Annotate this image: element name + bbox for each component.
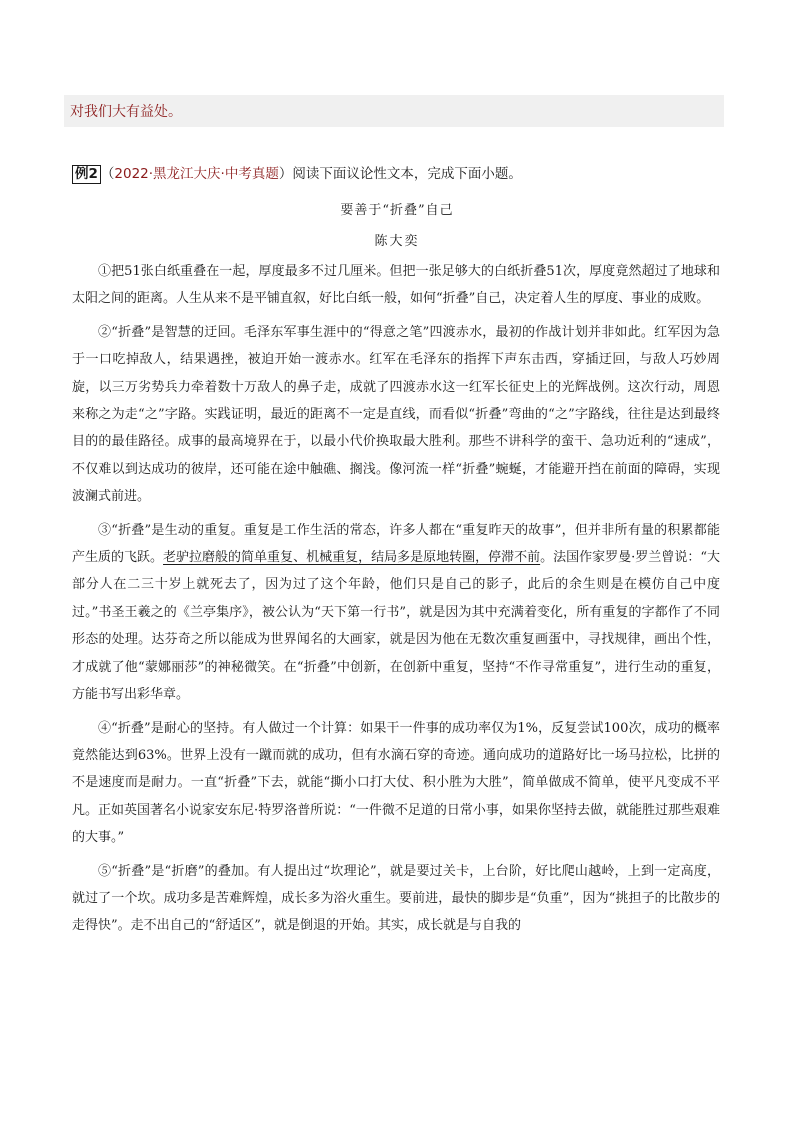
example-heading <box>72 164 732 184</box>
previous-section-banner <box>64 95 724 127</box>
paragraph-3-rest: 。法国作家罗曼·罗兰曾说：“大部分人在二三十岁上就死去了，因为过了这个年龄，他们只是自己的影子，此后的余生则是在模仿自己中度过。”书圣王羲之的《兰亭集序》，被公认为“天下第一行书”，就是因为其中充满着变化，所有重复的字都作了不同形态的处理。达芬奇之所以能成为世界闻名的大画家，就是因为他在无数次重复画蛋中，寻找规律，画出个性，才成就了他“蒙娜丽莎”的神秘微笑。在“折叠”中创新，在创新中重复，坚持“不作寻常重复”，进行生动的重复，方能书写出彩华章。 <box>72 550 720 703</box>
example-instruction: ）阅读下面议论性文本，完成下面小题。 <box>278 166 522 182</box>
example-source: 2022·黑龙江大庆·中考真题 <box>114 166 279 182</box>
paragraph-4: ④“折叠”是耐心的坚持。有人做过一个计算：如果干一件事的成功率仅为1%，反复尝试100次，成功的概率竟然能达到63%。世界上没有一蹴而就的成功，但有水滴石穿的奇迹。通向成功的道路好比一场马拉松，比拼的不是速度而是耐力。一直“折叠”下去，就能“撕小口打大仗、积小胜为大胜”，简单做成不简单，使平凡变成不平凡。正如英国著名小说家安东尼·特罗洛普所说：“一件微不足道的日常小事，如果你坚持去做，就能胜过那些艰难的大事。” <box>72 720 720 846</box>
paragraph-2: ②“折叠”是智慧的迂回。毛泽东军事生涯中的“得意之笔”四渡赤水，最初的作战计划并非如此。红军因为急于一口吃掉敌人，结果遇挫，被迫开始一渡赤水。红军在毛泽东的指挥下声东击西，穿插迂回，与敌人巧妙周旋，以三万劣势兵力牵着数十万敌人的鼻子走，成就了四渡赤水这一红军长征史上的光辉战例。这次行动，周恩来称之为走“之”字路。实践证明，最近的距离不一定是直线，而看似“折叠”弯曲的“之”字路线，往往是达到最终目的的最佳路径。成事的最高境界在于，以最小代价换取最大胜利。那些不讲科学的蛮干、急功近利的“速成”，不仅难以到达成功的彼岸，还可能在途中触礁、搁浅。像河流一样“折叠”蜿蜒，才能避开挡在前面的障碍，实现波澜式前进。 <box>72 324 720 505</box>
example-label: 例2 <box>72 165 101 184</box>
previous-section-text: 对我们大有益处。 <box>70 104 182 120</box>
article-body <box>72 258 720 946</box>
example-open-paren: （ <box>100 166 115 182</box>
article-author: 陈大奕 <box>374 234 420 249</box>
paragraph-3 <box>72 517 720 709</box>
article-title: 要善于“折叠”自己 <box>340 203 454 218</box>
paragraph-3-intro: ③“折叠”是生动的重复。重复是工作生活的常态，许多人都在“重复昨天的故事”，但并非所有量的积累都能产生质的飞跃。 <box>72 522 720 566</box>
paragraph-5: ⑤“折叠”是“折磨”的叠加。有人提出过“坎理论”，就是要过关卡，上台阶，好比爬山越岭，上到一定高度，就过了一个坎。成功多是苦难辉煌，成长多为浴火重生。要前进，最快的脚步是“负重”，因为“挑担子的比散步的走得快”。走不出自己的“舒适区”，就是倒退的开始。其实，成长就是与自我的 <box>72 863 720 934</box>
paragraph-1: ①把51张白纸重叠在一起，厚度最多不过几厘米。但把一张足够大的白纸折叠51次，厚度竟然超过了地球和太阳之间的距离。人生从来不是平铺直叙，好比白纸一般，如何“折叠”自己，决定着人生的厚度、事业的成败。 <box>72 264 720 307</box>
paragraph-3-underlined-sentence: 老驴拉磨般的简单重复、机械重复，结局多是原地转圈，停滞不前 <box>163 550 541 566</box>
